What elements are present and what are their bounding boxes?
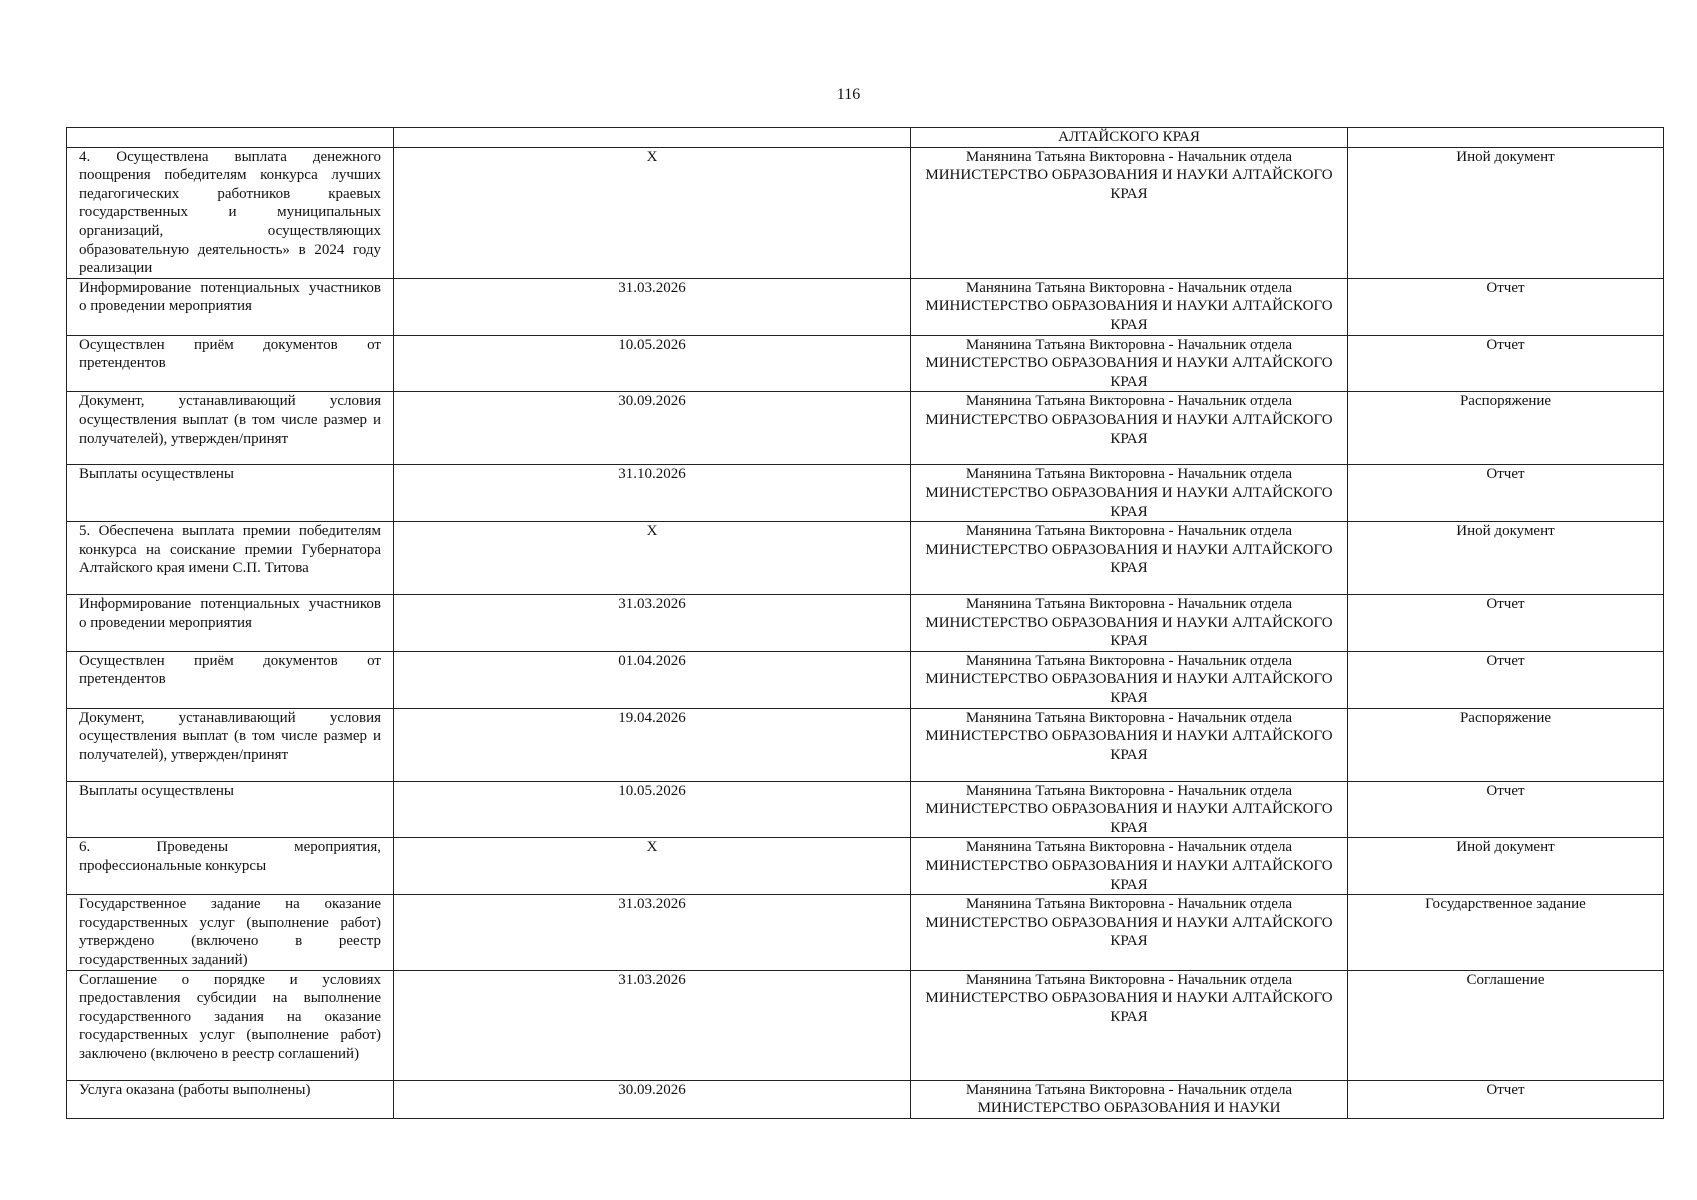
table-row: [67, 147, 1664, 278]
activity-cell: Государственное задание на оказание государственных услуг (выполнение работ) утверждено (включено в реестр государственных заданий): [67, 895, 394, 970]
responsible-cell: Манянина Татьяна Викторовна - Начальник отдела МИНИСТЕРСТВО ОБРАЗОВАНИЯ И НАУКИ АЛТАЙСКОГО КРАЯ: [911, 970, 1348, 1080]
responsible-cell: Манянина Татьяна Викторовна - Начальник отдела МИНИСТЕРСТВО ОБРАЗОВАНИЯ И НАУКИ АЛТАЙСКОГО КРАЯ: [911, 465, 1348, 522]
deadline-cell: X: [394, 838, 911, 895]
document-type-cell: Государственное задание: [1348, 895, 1664, 970]
deadline-cell: 31.03.2026: [394, 595, 911, 652]
table-row: [67, 838, 1664, 895]
activity-cell: Выплаты осуществлены: [67, 781, 394, 838]
table-row: [67, 781, 1664, 838]
document-type-cell: Отчет: [1348, 1080, 1664, 1118]
document-type-cell: Распоряжение: [1348, 392, 1664, 465]
activity-cell: Документ, устанавливающий условия осуществления выплат (в том числе размер и получателей), утвержден/принят: [67, 708, 394, 781]
deadline-cell: 10.05.2026: [394, 335, 911, 392]
table-row: [67, 708, 1664, 781]
table-row: [67, 595, 1664, 652]
table-row: [67, 1080, 1664, 1118]
document-type-cell: Иной документ: [1348, 147, 1664, 278]
responsible-cell: Манянина Татьяна Викторовна - Начальник отдела МИНИСТЕРСТВО ОБРАЗОВАНИЯ И НАУКИ АЛТАЙСКОГО КРАЯ: [911, 651, 1348, 708]
page-number: 116: [836, 86, 861, 103]
responsible-cell: Манянина Татьяна Викторовна - Начальник отдела МИНИСТЕРСТВО ОБРАЗОВАНИЯ И НАУКИ АЛТАЙСКОГО КРАЯ: [911, 522, 1348, 595]
continuation-cell-2: [394, 128, 911, 148]
deadline-cell: 31.03.2026: [394, 278, 911, 335]
table-row: [67, 335, 1664, 392]
activity-cell: Информирование потенциальных участников о проведении мероприятия: [67, 595, 394, 652]
responsible-cell: Манянина Татьяна Викторовна - Начальник отдела МИНИСТЕРСТВО ОБРАЗОВАНИЯ И НАУКИ АЛТАЙСКОГО КРАЯ: [911, 895, 1348, 970]
activity-cell: 6. Проведены мероприятия, профессиональные конкурсы: [67, 838, 394, 895]
responsible-cell: Манянина Татьяна Викторовна - Начальник отдела МИНИСТЕРСТВО ОБРАЗОВАНИЯ И НАУКИ АЛТАЙСКОГО КРАЯ: [911, 708, 1348, 781]
table-row: [67, 522, 1664, 595]
responsible-cell: Манянина Татьяна Викторовна - Начальник отдела МИНИСТЕРСТВО ОБРАЗОВАНИЯ И НАУКИ АЛТАЙСКОГО КРАЯ: [911, 595, 1348, 652]
responsible-cell: Манянина Татьяна Викторовна - Начальник отдела МИНИСТЕРСТВО ОБРАЗОВАНИЯ И НАУКИ АЛТАЙСКОГО КРАЯ: [911, 335, 1348, 392]
table-row: [67, 465, 1664, 522]
responsible-cell: Манянина Татьяна Викторовна - Начальник отдела МИНИСТЕРСТВО ОБРАЗОВАНИЯ И НАУКИ: [911, 1080, 1348, 1118]
document-type-cell: Отчет: [1348, 651, 1664, 708]
deadline-cell: X: [394, 522, 911, 595]
document-type-cell: Иной документ: [1348, 522, 1664, 595]
document-type-cell: Иной документ: [1348, 838, 1664, 895]
deadline-cell: 31.10.2026: [394, 465, 911, 522]
table-row: [67, 278, 1664, 335]
deadline-cell: 30.09.2026: [394, 1080, 911, 1118]
table-row: [67, 392, 1664, 465]
responsible-cell: Манянина Татьяна Викторовна - Начальник отдела МИНИСТЕРСТВО ОБРАЗОВАНИЯ И НАУКИ АЛТАЙСКОГО КРАЯ: [911, 781, 1348, 838]
deadline-cell: 01.04.2026: [394, 651, 911, 708]
plan-table-body: [67, 128, 1664, 1119]
continuation-cell-3: АЛТАЙСКОГО КРАЯ: [911, 128, 1348, 148]
document-type-cell: Соглашение: [1348, 970, 1664, 1080]
responsible-cell: Манянина Татьяна Викторовна - Начальник отдела МИНИСТЕРСТВО ОБРАЗОВАНИЯ И НАУКИ АЛТАЙСКОГО КРАЯ: [911, 278, 1348, 335]
deadline-cell: 10.05.2026: [394, 781, 911, 838]
deadline-cell: 19.04.2026: [394, 708, 911, 781]
activity-cell: 4. Осуществлена выплата денежного поощрения победителям конкурса лучших педагогических работников краевых государственных и муниципальных организаций, осуществляющих образовательную деятельность» в 2024 году реализации: [67, 147, 394, 278]
deadline-cell: X: [394, 147, 911, 278]
document-type-cell: Распоряжение: [1348, 708, 1664, 781]
continuation-row: [67, 128, 1664, 148]
deadline-cell: 31.03.2026: [394, 895, 911, 970]
table-row: [67, 970, 1664, 1080]
responsible-cell: Манянина Татьяна Викторовна - Начальник отдела МИНИСТЕРСТВО ОБРАЗОВАНИЯ И НАУКИ АЛТАЙСКОГО КРАЯ: [911, 147, 1348, 278]
deadline-cell: 31.03.2026: [394, 970, 911, 1080]
table-row: [67, 651, 1664, 708]
activity-cell: Услуга оказана (работы выполнены): [67, 1080, 394, 1118]
document-type-cell: Отчет: [1348, 465, 1664, 522]
plan-table: [66, 127, 1664, 1119]
activity-cell: Осуществлен приём документов от претендентов: [67, 651, 394, 708]
responsible-cell: Манянина Татьяна Викторовна - Начальник отдела МИНИСТЕРСТВО ОБРАЗОВАНИЯ И НАУКИ АЛТАЙСКОГО КРАЯ: [911, 392, 1348, 465]
activity-cell: 5. Обеспечена выплата премии победителям конкурса на соискание премии Губернатора Алтайского края имени С.П. Титова: [67, 522, 394, 595]
table-row: [67, 895, 1664, 970]
continuation-cell-1: [67, 128, 394, 148]
activity-cell: Документ, устанавливающий условия осуществления выплат (в том числе размер и получателей), утвержден/принят: [67, 392, 394, 465]
responsible-cell: Манянина Татьяна Викторовна - Начальник отдела МИНИСТЕРСТВО ОБРАЗОВАНИЯ И НАУКИ АЛТАЙСКОГО КРАЯ: [911, 838, 1348, 895]
activity-cell: Информирование потенциальных участников о проведении мероприятия: [67, 278, 394, 335]
activity-cell: Осуществлен приём документов от претендентов: [67, 335, 394, 392]
activity-cell: Соглашение о порядке и условиях предоставления субсидии на выполнение государственного задания на оказание государственных услуг (выполнение работ) заключено (включено в реестр соглашений): [67, 970, 394, 1080]
document-type-cell: Отчет: [1348, 278, 1664, 335]
deadline-cell: 30.09.2026: [394, 392, 911, 465]
document-type-cell: Отчет: [1348, 781, 1664, 838]
continuation-cell-4: [1348, 128, 1664, 148]
document-type-cell: Отчет: [1348, 335, 1664, 392]
activity-cell: Выплаты осуществлены: [67, 465, 394, 522]
document-type-cell: Отчет: [1348, 595, 1664, 652]
